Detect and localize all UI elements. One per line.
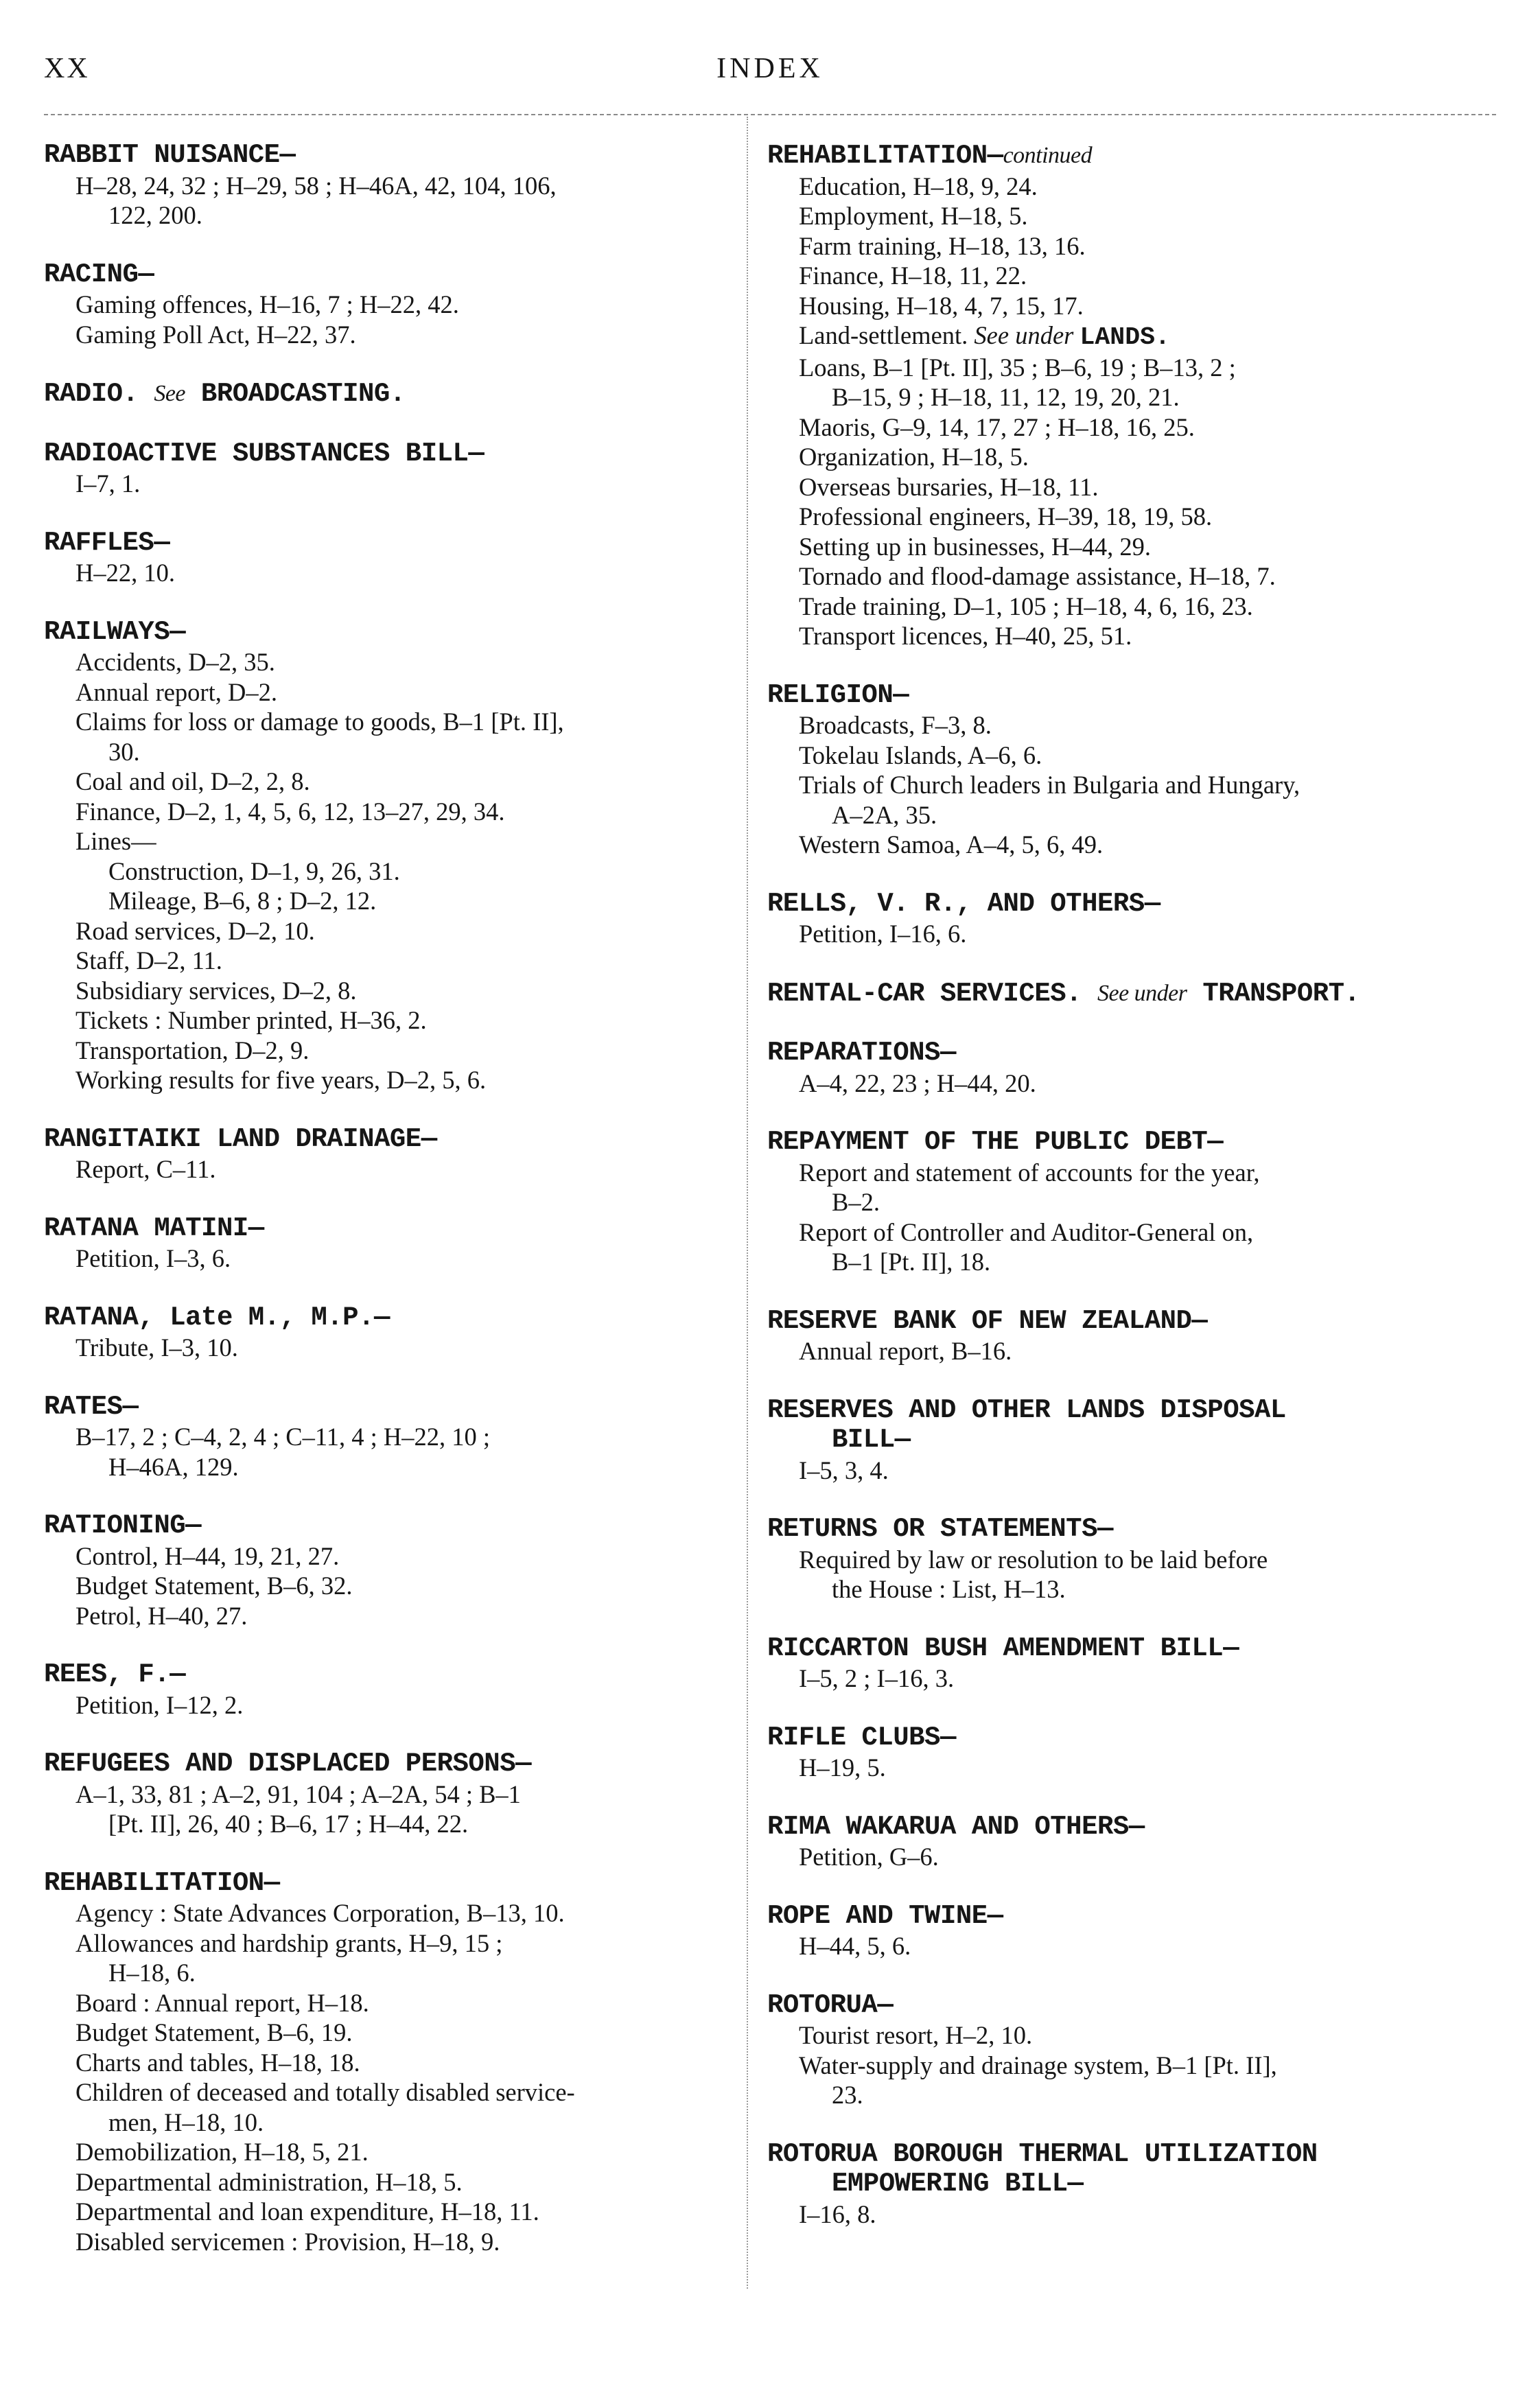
index-entry (767, 1812, 1454, 1872)
entry-heading: REES, F.— (44, 1659, 186, 1690)
entry-line: Tribute, I–3, 10. (75, 1333, 238, 1362)
entry-line: A–2A, 35. (832, 800, 937, 829)
entry-line: Working results for five years, D–2, 5, 6. (75, 1066, 487, 1094)
see-label: See under (974, 321, 1074, 349)
sub-entry: Construction, D–1, 9, 26, 31. (108, 856, 400, 885)
entry-heading: ROTORUA BOROUGH THERMAL UTILIZATION (767, 2138, 1318, 2169)
sub-entry: Mileage, B–6, 8 ; D–2, 12. (108, 887, 377, 915)
index-entry (767, 2140, 1454, 2230)
entry-heading: RESERVES AND OTHER LANDS DISPOSAL (767, 1394, 1286, 1425)
entry-line: men, H–18, 10. (108, 2108, 264, 2136)
entry-line: Water-supply and drainage system, B–1 [Pt. II], (799, 2051, 1277, 2079)
entry-line: H–46A, 129. (108, 1452, 239, 1481)
entry-line: I–5, 3, 4. (799, 1456, 889, 1484)
index-entry (44, 1511, 730, 1631)
index-entry (767, 889, 1454, 949)
entry-line: Land-settlement. See under LANDS. (799, 321, 1170, 351)
entry-line: Petition, G–6. (799, 1843, 939, 1871)
entry-line: Broadcasts, F–3, 8. (799, 711, 992, 739)
entry-line: B–1 [Pt. II], 18. (832, 1248, 991, 1276)
entry-line: H–18, 6. (108, 1959, 196, 1987)
entry-line: Lines— (75, 827, 156, 855)
page-header (44, 52, 1496, 100)
index-entry (767, 141, 1454, 651)
entry-heading: RADIOACTIVE SUBSTANCES BILL— (44, 438, 485, 469)
entry-line: Petrol, H–40, 27. (75, 1601, 248, 1630)
entry-line: Maoris, G–9, 14, 17, 27 ; H–18, 16, 25. (799, 412, 1195, 441)
entry-heading: RATANA MATINI— (44, 1213, 264, 1244)
entry-line: Employment, H–18, 5. (799, 202, 1028, 230)
entry-heading: REPAYMENT OF THE PUBLIC DEBT— (767, 1127, 1224, 1157)
entry-heading: REHABILITATION— (44, 1867, 280, 1898)
entry-line: Disabled servicemen : Provision, H–18, 9. (75, 2227, 500, 2256)
entry-line: B–2. (832, 1188, 880, 1216)
entry-line: 30. (108, 737, 140, 766)
entry-heading: RIFLE CLUBS— (767, 1722, 956, 1753)
entry-heading-continuation: EMPOWERING BILL— (832, 2169, 1084, 2199)
entry-line: H–22, 10. (75, 559, 175, 587)
entry-line: Petition, I–3, 6. (75, 1244, 231, 1272)
entry-line: Petition, I–12, 2. (75, 1690, 244, 1719)
entry-line: H–28, 24, 32 ; H–29, 58 ; H–46A, 42, 104, 106, (75, 171, 557, 200)
entry-line: Western Samoa, A–4, 5, 6, 49. (799, 830, 1104, 859)
index-column-right (767, 141, 1454, 2258)
column-divider (747, 117, 748, 2289)
entry-heading: RATES— (44, 1391, 139, 1422)
entry-line: Allowances and hardship grants, H–9, 15 ; (75, 1928, 503, 1957)
index-entry (44, 439, 730, 499)
index-entry (767, 979, 1454, 1009)
entry-line: Housing, H–18, 4, 7, 15, 17. (799, 291, 1084, 320)
entry-line: Tourist resort, H–2, 10. (799, 2021, 1033, 2049)
index-entry (44, 1392, 730, 1482)
entry-heading-continuation: BILL— (832, 1425, 911, 1455)
entry-line: H–19, 5. (799, 1753, 886, 1782)
entry-line: Required by law or resolution to be laid before (799, 1545, 1268, 1574)
entry-line: Budget Statement, B–6, 32. (75, 1572, 353, 1600)
entry-heading: RANGITAIKI LAND DRAINAGE— (44, 1123, 437, 1154)
entry-line: Control, H–44, 19, 21, 27. (75, 1541, 340, 1570)
entry-line: Trade training, D–1, 105 ; H–18, 4, 6, 16, 23. (799, 592, 1253, 620)
entry-line: Professional engineers, H–39, 18, 19, 58. (799, 502, 1213, 530)
entry-line: Gaming Poll Act, H–22, 37. (75, 320, 356, 349)
cross-reference: LANDS. (1080, 323, 1170, 351)
entry-line: Overseas bursaries, H–18, 11. (799, 472, 1099, 501)
entry-line: Transport licences, H–40, 25, 51. (799, 622, 1132, 650)
index-entry (767, 681, 1454, 860)
index-entry (767, 1396, 1454, 1486)
index-column-left (44, 141, 730, 2286)
index-entry (44, 260, 730, 350)
entry-line: Annual report, D–2. (75, 677, 277, 706)
entry-line: Budget Statement, B–6, 19. (75, 2018, 353, 2046)
entry-line: Gaming offences, H–16, 7 ; H–22, 42. (75, 290, 459, 318)
entry-line: Setting up in businesses, H–44, 29. (799, 532, 1152, 561)
entry-line: B–15, 9 ; H–18, 11, 12, 19, 20, 21. (832, 383, 1180, 411)
see-label: See (154, 381, 186, 406)
entry-line: Finance, D–2, 1, 4, 5, 6, 12, 13–27, 29, 34. (75, 797, 505, 826)
index-entry (44, 1125, 730, 1184)
index-entry (767, 1723, 1454, 1783)
entry-line: Tickets : Number printed, H–36, 2. (75, 1006, 427, 1034)
entry-line: Report, C–11. (75, 1155, 216, 1183)
index-entry (44, 528, 730, 588)
entry-line: Departmental and loan expenditure, H–18, 11. (75, 2197, 539, 2226)
entry-line: Board : Annual report, H–18. (75, 1988, 369, 2017)
entry-heading: RABBIT NUISANCE— (44, 140, 296, 170)
index-entry (767, 1515, 1454, 1604)
see-label: See under (1097, 980, 1187, 1006)
entry-heading: REHABILITATION—continued (767, 141, 1093, 171)
entry-heading: RAILWAYS— (44, 616, 186, 647)
index-entry (767, 1128, 1454, 1277)
entry-line: B–17, 2 ; C–4, 2, 4 ; C–11, 4 ; H–22, 10 ; (75, 1423, 490, 1451)
entry-heading: RIMA WAKARUA AND OTHERS— (767, 1811, 1145, 1842)
entry-line: 122, 200. (108, 201, 202, 229)
entry-line: Coal and oil, D–2, 2, 8. (75, 767, 310, 795)
index-entry (767, 1991, 1454, 2110)
entry-heading: RAFFLES— (44, 527, 170, 558)
entry-line: I–7, 1. (75, 469, 141, 498)
entry-line: H–44, 5, 6. (799, 1932, 911, 1960)
index-entry (767, 1307, 1454, 1366)
entry-line: Trials of Church leaders in Bulgaria and Hungary, (799, 771, 1300, 799)
header-rule (44, 114, 1496, 115)
index-entry (44, 618, 730, 1095)
entry-line: Subsidiary services, D–2, 8. (75, 976, 357, 1005)
index-entry (44, 1303, 730, 1363)
entry-heading: RENTAL-CAR SERVICES. See under TRANSPORT. (767, 978, 1360, 1009)
index-entry (44, 1749, 730, 1839)
entry-line: Petition, I–16, 6. (799, 920, 967, 948)
entry-line: Tokelau Islands, A–6, 6. (799, 740, 1042, 769)
entry-heading: RACING— (44, 259, 154, 290)
entry-line: I–16, 8. (799, 2199, 876, 2228)
index-entry (44, 141, 730, 231)
entry-heading: REFUGEES AND DISPLACED PERSONS— (44, 1749, 532, 1779)
entry-line: the House : List, H–13. (832, 1575, 1066, 1603)
entry-line: Report of Controller and Auditor-General on, (799, 1217, 1254, 1246)
entry-heading: RICCARTON BUSH AMENDMENT BILL— (767, 1633, 1239, 1664)
entry-line: I–5, 2 ; I–16, 3. (799, 1664, 955, 1692)
entry-line: Children of deceased and totally disabled service- (75, 2078, 575, 2106)
index-entry (767, 1038, 1454, 1098)
entry-line: Charts and tables, H–18, 18. (75, 2048, 360, 2077)
entry-line: Farm training, H–18, 13, 16. (799, 231, 1086, 260)
continued-label: continued (1003, 143, 1093, 168)
entry-heading: RELLS, V. R., AND OTHERS— (767, 888, 1160, 919)
entry-heading: RETURNS OR STATEMENTS— (767, 1514, 1113, 1544)
entry-line: A–1, 33, 81 ; A–2, 91, 104 ; A–2A, 54 ; B–1 (75, 1779, 521, 1808)
entry-heading: ROPE AND TWINE— (767, 1900, 1003, 1931)
entry-heading: RESERVE BANK OF NEW ZEALAND— (767, 1305, 1208, 1336)
entry-line: Demobilization, H–18, 5, 21. (75, 2138, 369, 2166)
entry-line: Transportation, D–2, 9. (75, 1036, 310, 1064)
index-entry (44, 1214, 730, 1274)
index-entry (44, 1660, 730, 1720)
entry-line: Finance, H–18, 11, 22. (799, 261, 1027, 290)
entry-line: Organization, H–18, 5. (799, 443, 1029, 471)
entry-heading: RATANA, Late M., M.P.— (44, 1302, 390, 1333)
index-entry (44, 1869, 730, 2257)
entry-line: A–4, 22, 23 ; H–44, 20. (799, 1069, 1036, 1097)
entry-heading: ROTORUA— (767, 1989, 894, 2020)
entry-line: Tornado and flood-damage assistance, H–18, 7. (799, 562, 1276, 590)
entry-line: Loans, B–1 [Pt. II], 35 ; B–6, 19 ; B–13, 2 ; (799, 353, 1236, 382)
entry-line: Road services, D–2, 10. (75, 916, 315, 945)
index-entry (44, 379, 730, 410)
index-entry (767, 1902, 1454, 1961)
entry-line: Annual report, B–16. (799, 1337, 1012, 1365)
entry-line: Agency : State Advances Corporation, B–13, 10. (75, 1899, 565, 1927)
entry-line: Education, H–18, 9, 24. (799, 172, 1038, 200)
entry-heading: RELIGION— (767, 679, 909, 710)
running-title: INDEX (716, 53, 824, 84)
entry-heading: RATIONING— (44, 1510, 202, 1541)
entry-heading: RADIO. See BROADCASTING. (44, 379, 406, 409)
entry-line: Report and statement of accounts for the year, (799, 1158, 1260, 1187)
page-folio: XX (44, 53, 90, 84)
entry-line: Staff, D–2, 11. (75, 946, 222, 974)
entry-line: Departmental administration, H–18, 5. (75, 2167, 463, 2196)
entry-line: [Pt. II], 26, 40 ; B–6, 17 ; H–44, 22. (108, 1810, 469, 1838)
index-entry (767, 1634, 1454, 1694)
entry-heading: REPARATIONS— (767, 1038, 956, 1068)
entry-line: 23. (832, 2081, 863, 2109)
entry-line: Claims for loss or damage to goods, B–1 [Pt. II], (75, 708, 564, 736)
entry-line: Accidents, D–2, 35. (75, 648, 275, 676)
